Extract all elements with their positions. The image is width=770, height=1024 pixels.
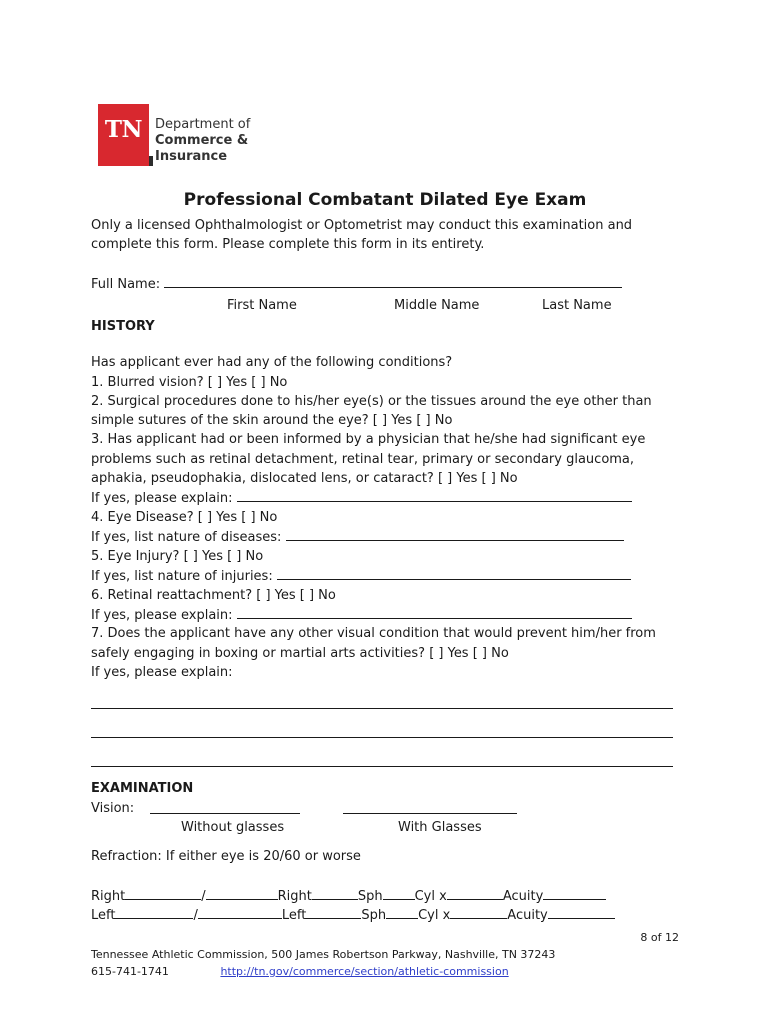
footer-contact [91, 964, 509, 980]
question-1: 1. Blurred vision? [ ] Yes [ ] No [91, 375, 288, 390]
examination-heading: EXAMINATION [91, 781, 194, 796]
left-acuity-label: Acuity [507, 908, 548, 923]
right-eye-field[interactable] [312, 886, 358, 900]
question-2-line-1: 2. Surgical procedures done to his/her eye(s) or the tissues around the eye other than [91, 394, 652, 409]
middle-name-caption: Middle Name [394, 298, 480, 313]
last-name-caption: Last Name [542, 298, 612, 313]
left-eye-label: Left [281, 908, 307, 923]
right-eye-label: Right [277, 889, 312, 904]
logo-line-3: Insurance [155, 149, 228, 164]
logo-text [155, 117, 250, 165]
left-cyl-label: Cyl x [418, 908, 451, 923]
left-field-1[interactable] [115, 905, 193, 919]
left-label: Left [91, 908, 116, 923]
full-name-row [91, 274, 622, 294]
question-3-explain-row [91, 488, 632, 508]
right-slash: / [201, 889, 206, 904]
logo-line-1: Department of [155, 117, 251, 132]
without-glasses-caption: Without glasses [181, 820, 285, 835]
question-2-line-2: simple sutures of the skin around the eye? [ ] Yes [ ] No [91, 413, 453, 428]
question-5: 5. Eye Injury? [ ] Yes [ ] No [91, 549, 264, 564]
right-cyl-field[interactable] [447, 886, 503, 900]
explain-line-3[interactable] [91, 766, 673, 767]
question-3-explain-line[interactable] [237, 488, 632, 502]
explain-line-2[interactable] [91, 737, 673, 738]
right-sph-field[interactable] [383, 886, 415, 900]
tn-commerce-insurance-logo [98, 104, 258, 166]
footer-address: Tennessee Athletic Commission, 500 James Robertson Parkway, Nashville, TN 37243 [91, 948, 556, 961]
question-3-line-3: aphakia, pseudophakia, dislocated lens, or cataract? [ ] Yes [ ] No [91, 471, 518, 486]
question-7-explain-label: If yes, please explain: [91, 665, 233, 680]
page-number: 8 of 12 [640, 931, 679, 944]
right-acuity-field[interactable] [543, 886, 606, 900]
question-4-explain-label: If yes, list nature of diseases: [91, 530, 282, 545]
with-glasses-caption: With Glasses [398, 820, 482, 835]
full-name-label: Full Name: [91, 277, 161, 292]
question-4-explain-line[interactable] [286, 527, 624, 541]
intro-line-1: Only a licensed Ophthalmologist or Optometrist may conduct this examination and [91, 218, 633, 233]
left-acuity-field[interactable] [548, 905, 615, 919]
question-6-explain-line[interactable] [237, 605, 632, 619]
refraction-note: Refraction: If either eye is 20/60 or worse [91, 849, 361, 864]
logo-line-2: Commerce & [155, 133, 249, 148]
question-5-explain-row [91, 566, 631, 586]
question-6: 6. Retinal reattachment? [ ] Yes [ ] No [91, 588, 336, 603]
form-title: Professional Combatant Dilated Eye Exam [183, 190, 587, 210]
intro-line-2: complete this form. Please complete this form in its entirety. [91, 237, 485, 252]
question-3-line-2: problems such as retinal detachment, retinal tear, primary or secondary glaucoma, [91, 452, 635, 467]
refraction-right-row [91, 886, 606, 906]
vision-label: Vision: [91, 801, 135, 816]
question-7-line-2: safely engaging in boxing or martial arts activities? [ ] Yes [ ] No [91, 646, 509, 661]
question-6-explain-row [91, 605, 632, 625]
full-name-input-line[interactable] [164, 274, 622, 288]
question-6-explain-label: If yes, please explain: [91, 608, 233, 623]
question-4-explain-row [91, 527, 624, 547]
left-sph-field[interactable] [386, 905, 418, 919]
logo-accent-bar [149, 156, 153, 166]
left-field-2[interactable] [198, 905, 282, 919]
right-sph-label: Sph [357, 889, 383, 904]
vision-without-glasses-line[interactable] [150, 813, 300, 814]
tn-logo-badge: TN [98, 104, 149, 166]
question-3-explain-label: If yes, please explain: [91, 491, 233, 506]
question-5-explain-label: If yes, list nature of injuries: [91, 569, 273, 584]
refraction-left-row [91, 905, 615, 925]
question-7-line-1: 7. Does the applicant have any other visual condition that would prevent him/her from [91, 626, 656, 641]
left-eye-field[interactable] [306, 905, 361, 919]
footer-commission-link[interactable]: http://tn.gov/commerce/section/athletic-commission [220, 965, 509, 978]
vision-with-glasses-line[interactable] [343, 813, 517, 814]
history-heading: HISTORY [91, 319, 155, 334]
question-5-explain-line[interactable] [277, 566, 631, 580]
left-cyl-field[interactable] [450, 905, 507, 919]
explain-line-1[interactable] [91, 708, 673, 709]
footer-phone: 615-741-1741 [91, 965, 169, 978]
history-intro: Has applicant ever had any of the following conditions? [91, 355, 453, 370]
first-name-caption: First Name [227, 298, 297, 313]
right-field-1[interactable] [125, 886, 201, 900]
question-4: 4. Eye Disease? [ ] Yes [ ] No [91, 510, 278, 525]
right-acuity-label: Acuity [502, 889, 544, 904]
left-slash: / [193, 908, 198, 923]
right-cyl-label: Cyl x [414, 889, 447, 904]
left-sph-label: Sph [361, 908, 387, 923]
question-3-line-1: 3. Has applicant had or been informed by a physician that he/she had significant eye [91, 432, 646, 447]
right-field-2[interactable] [206, 886, 278, 900]
right-label: Right [91, 889, 126, 904]
